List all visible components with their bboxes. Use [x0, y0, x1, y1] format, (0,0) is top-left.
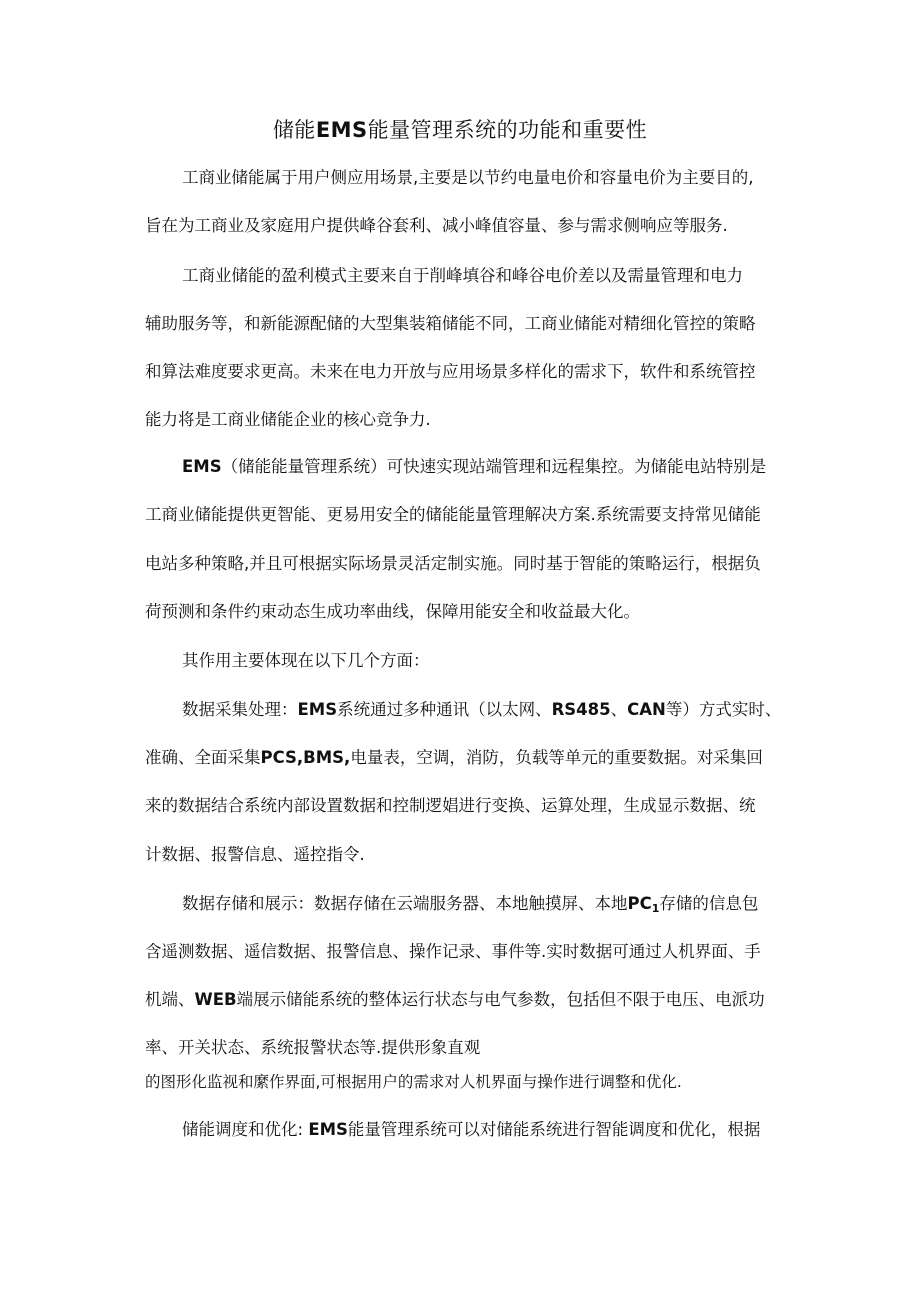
paragraph-line	[145, 940, 785, 964]
text-run: 数据存储和展示：数据存储在云端服务器、本地触摸屏、本地	[182, 894, 628, 913]
text-run: 的图形化监视和縻作界面,可根据用户的需求对人机界面与操作进行调整和优化.	[145, 1073, 682, 1091]
text-run: 含遥测数据、遥信数据、报警信息、操作记录、事件等.实时数据可通过人机界面、手	[145, 942, 761, 961]
text-run: 荷预测和条件约束动态生成功率曲线，保障用能安全和收益最大化。	[145, 602, 640, 621]
paragraph-line	[182, 264, 822, 288]
text-run: 电量表，空调，消防，负载等单元的重要数据。对采集回	[350, 748, 763, 767]
text-run: 辅助服务等，和新能源配储的大型集装箱储能不同，工商业储能对精细化管控的策略	[145, 314, 756, 333]
paragraph-line	[145, 214, 785, 238]
paragraph-line	[145, 312, 785, 336]
text-run: （储能能量管理系统）可快速实现站端管理和远程集控。为储能电站特别是	[221, 457, 767, 476]
paragraph-line	[145, 600, 785, 624]
bold-text: EMS	[297, 700, 338, 719]
text-run: 数据采集处理：	[182, 700, 298, 719]
paragraph-line	[145, 408, 785, 432]
text-run: 来的数据结合系统内部设置数据和控制逻娼进行变换、运算处理，生成显示数据、统	[145, 796, 756, 815]
bold-text: PCS,BMS,	[260, 748, 351, 767]
text-run: 能力将是工商业储能企业的核心竞争力.	[145, 410, 431, 429]
paragraph-line	[182, 166, 822, 190]
text-run: 工商业储能提供更智能、更易用安全的储能能量管理解决方案.系统需要支持常见储能	[145, 505, 761, 524]
text-run: 系统通过多种通讯（以太网、	[337, 700, 552, 719]
text-run: 电站多种策略,并且可根据实际场景灵活定制实施。同时基于智能的策略运行，根据负	[145, 554, 761, 573]
paragraph-line	[145, 552, 785, 576]
paragraph-line	[145, 843, 785, 867]
paragraph-line	[145, 988, 785, 1012]
paragraph-line	[182, 455, 822, 479]
text-run: 工商业储能的盈利模式主要来自于削峰填谷和峰谷电价差以及需量管理和电力	[182, 266, 743, 285]
paragraph-line	[182, 698, 822, 722]
paragraph-line	[182, 649, 822, 673]
text-run: 、	[610, 700, 628, 719]
paragraph-line	[145, 746, 785, 770]
bold-text: RS485	[551, 700, 611, 719]
title-prefix: 储能	[272, 118, 316, 142]
bold-text: EMS	[308, 1120, 348, 1139]
text-run: 计数据、报警信息、遥控指令.	[145, 845, 365, 864]
paragraph-line	[182, 892, 822, 921]
document-title	[0, 114, 920, 146]
text-run: 准确、全面采集	[145, 748, 261, 767]
text-run: 端展示储能系统的整体运行状态与电气参数，包括但不限于电压、电派功	[236, 990, 765, 1009]
bold-text: PC	[627, 894, 652, 913]
paragraph-line	[145, 1036, 785, 1060]
text-run: 储能调度和优化:	[182, 1120, 309, 1139]
paragraph-line	[145, 1070, 785, 1094]
subscript-text: 1	[651, 902, 660, 915]
text-run: 旨在为工商业及家庭用户提供峰谷套利、减小峰值容量、参与需求侧响应等服务.	[145, 216, 728, 235]
text-run: 和算法难度要求更高。未来在电力开放与应用场景多样化的需求下，软件和系统管控	[145, 362, 756, 381]
paragraph-line	[145, 794, 785, 818]
bold-text: EMS	[182, 457, 222, 476]
title-bold: EMS	[315, 118, 368, 142]
text-run: 存储的信息包	[659, 894, 759, 913]
bold-text: WEB	[194, 990, 237, 1009]
text-run: 工商业储能属于用户侧应用场景,主要是以节约电量电价和容量电价为主要目的,	[182, 168, 754, 187]
bold-text: CAN	[627, 700, 666, 719]
text-run: 率、开关状态、系统报警状态等.提供形象直观	[145, 1038, 481, 1057]
paragraph-line	[182, 1118, 822, 1142]
text-run: 机端、	[145, 990, 195, 1009]
text-run: 其作用主要体现在以下几个方面：	[182, 651, 430, 670]
text-run: 能量管理系统可以对储能系统进行智能调度和优化，根据	[347, 1120, 761, 1139]
paragraph-line	[145, 360, 785, 384]
title-suffix: 能量管理系统的功能和重要性	[367, 118, 648, 142]
paragraph-line	[145, 503, 785, 527]
text-run: 等）方式实时、	[665, 700, 782, 719]
